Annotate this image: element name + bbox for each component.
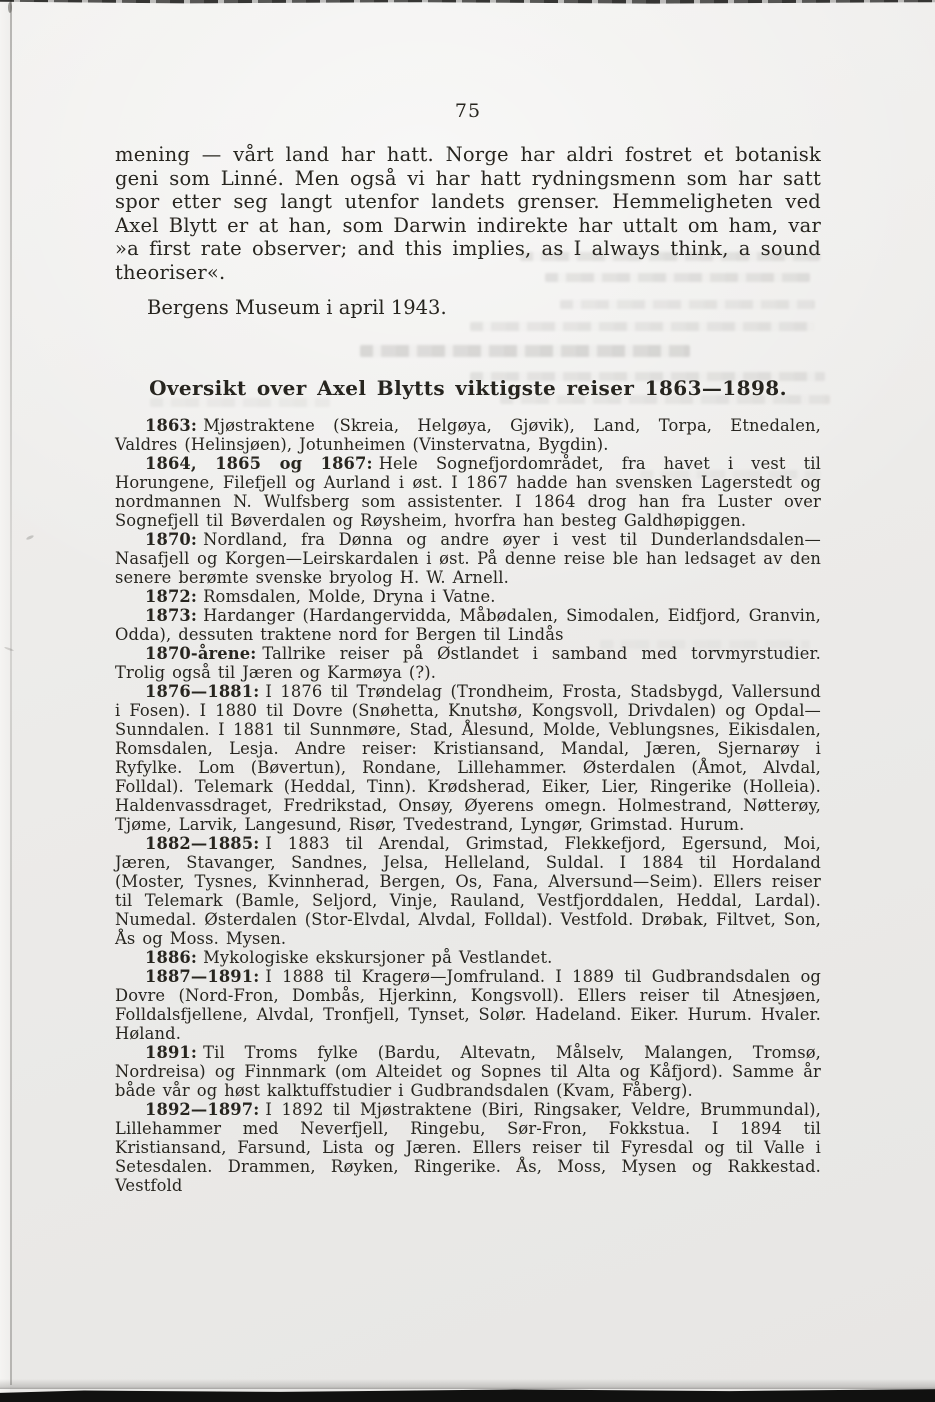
page-number: 75	[454, 100, 482, 122]
entry-years: 1864, 1865 og 1867:	[145, 454, 373, 473]
entry-years: 1873:	[145, 606, 198, 625]
bleedthrough-artifact	[360, 345, 690, 357]
entry-text: Tallrike reiser på Østlandet i samband med torvmyrstudier. Trolig også til Jæren og Karmøya (?).	[115, 644, 821, 682]
entry-text: Til Troms fylke (Bardu, Altevatn, Målselv, Malangen, Tromsø, Nordreisa) og Finnmark (om Alteidet og Sopnes til Alta og Kåfjord). Samme år både vår og høst kalktuffstudier i Gudbrandsdalen (Kvam, Fåberg).	[115, 1043, 821, 1100]
entry-text: Nordland, fra Dønna og andre øyer i vest til Dunderlandsdalen—Nasafjell og Korgen—Leirskardalen i øst. På denne reise ble han ledsaget av den senere berømte svenske bryolog H. W. Arnell.	[115, 530, 821, 587]
entry-years: 1887—1891:	[145, 967, 260, 986]
entry-text: I 1892 til Mjøstraktene (Biri, Ringsaker, Veldre, Brummundal), Lillehammer med Neverfjell, Ringebu, Sør-Fron, Fokkstua. I 1894 til Kristiansand, Farsund, Lista og Jæren. Ellers reiser til Fyresdal og til Valle i Setesdalen. Drammen, Røyken, Ringerike. Ås, Moss, Mysen og Rakkestad. Vestfold	[115, 1100, 821, 1195]
travel-entry-1872	[115, 587, 821, 606]
travel-entry-1876-1881	[115, 682, 821, 834]
entry-years: 1876—1881:	[145, 682, 260, 701]
section-heading: Oversikt over Axel Blytts viktigste reiser 1863—1898.	[149, 376, 787, 400]
travel-entry-1882-1885	[115, 834, 821, 948]
entry-years: 1882—1885:	[145, 834, 260, 853]
travel-entry-1892-1897	[115, 1100, 821, 1195]
paper-left-edge	[0, 0, 10, 1402]
entry-years: 1891:	[145, 1043, 198, 1062]
entry-text: Mykologiske ekskursjoner på Vestlandet.	[203, 948, 553, 967]
paper-edge-mark	[26, 534, 35, 540]
travel-entry-1863	[115, 416, 821, 454]
paper-crease-line	[10, 0, 12, 1385]
intro-paragraph: mening — vårt land har hatt. Norge har aldri fostret et botanisk geni som Linné. Men også vi har hatt rydningsmenn som har satt spor etter seg langt utenfor landets grenser. Hemmeligheten ved Axel Blytt er at han, som Darwin indirekte har uttalt om ham, var »a first rate observer; and this implies, as I always think, a sound theoriser«.	[115, 143, 821, 284]
travel-entry-1870	[115, 530, 821, 587]
entry-years: 1892—1897:	[145, 1100, 260, 1119]
entry-years: 1870-årene:	[145, 644, 257, 663]
entry-text: I 1876 til Trøndelag (Trondheim, Frosta, Stadsbygd, Vallersund i Fosen). I 1880 til Dovre (Snøhetta, Knutshø, Kongsvoll, Drivdalen) og Opdal—Sunndalen. I 1881 til Sunnmøre, Stad, Ålesund, Molde, Veblungsnes, Eikisdalen, Romsdalen, Lesja. Andre reiser: Kristiansand, Mandal, Jæren, Sjernarøy i Ryfylke. Lom (Bøvertun), Rondane, Lillehammer. Østerdalen (Åmot, Alvdal, Folldal). Telemark (Heddal, Tinn). Krødsherad, Eiker, Lier, Ringerike (Holleia). Haldenvassdraget, Fredrikstad, Onsøy, Øyerens omegn. Holmestrand, Nøtterøy, Tjøme, Larvik, Langesund, Risør, Tvedestrand, Lyngør, Grimstad. Hurum.	[115, 682, 821, 834]
bleedthrough-artifact	[470, 322, 815, 331]
entry-text: Romsdalen, Molde, Dryna i Vatne.	[203, 587, 496, 606]
entry-years: 1863:	[145, 416, 198, 435]
entry-years: 1872:	[145, 587, 198, 606]
scanner-top-band	[0, 0, 935, 4]
scanner-bottom-band	[0, 1388, 935, 1402]
travel-entries-list	[115, 416, 821, 1195]
travel-entry-1887-1891	[115, 967, 821, 1043]
entry-years: 1886:	[145, 948, 198, 967]
paper-edge-mark	[8, 2, 12, 13]
entry-text: I 1888 til Kragerø—Jomfruland. I 1889 til Gudbrandsdalen og Dovre (Nord-Fron, Dombås, Hjerkinn, Kongsvoll). Ellers reiser til Atnesjøen, Folldalsfjellene, Alvdal, Tronfjell, Tynset, Solør. Hadeland. Eiker. Hurum. Hvaler. Høland.	[115, 967, 821, 1043]
travel-entry-1864-1867	[115, 454, 821, 530]
entry-text: I 1883 til Arendal, Grimstad, Flekkefjord, Egersund, Moi, Jæren, Stavanger, Sandnes, Jelsa, Helleland, Suldal. I 1884 til Hordaland (Moster, Tysnes, Kvinnherad, Bergen, Os, Fana, Alversund—Seim). Ellers reiser til Telemark (Bamle, Seljord, Vinje, Rauland, Vestfjorddalen, Heddal, Lardal). Numedal. Østerdalen (Stor-Elvdal, Alvdal, Folldal). Vestfold. Drøbak, Filtvet, Son, Ås og Moss. Mysen.	[115, 834, 821, 948]
entry-years: 1870:	[145, 530, 198, 549]
travel-entry-1870s	[115, 644, 821, 682]
travel-entry-1873	[115, 606, 821, 644]
travel-entry-1891	[115, 1043, 821, 1100]
travel-entry-1886	[115, 948, 821, 967]
entry-text: Hele Sognefjordområdet, fra havet i vest til Horungene, Filefjell og Aurland i øst. I 1867 hadde han svensken Lagerstedt og nordmannen N. Wulfsberg som assistenter. I 1864 drog han fra Luster over Sognefjell til Bøverdalen og Røysheim, hvorfra han besteg Galdhøpiggen.	[115, 454, 821, 530]
dateline: Bergens Museum i april 1943.	[147, 296, 447, 319]
entry-text: Mjøstraktene (Skreia, Helgøya, Gjøvik), Land, Torpa, Etnedalen, Valdres (Helinsjøen), Jotunheimen (Vinstervatna, Bygdin).	[115, 416, 821, 454]
page-bottom-shadow	[0, 1379, 935, 1389]
entry-text: Hardanger (Hardangervidda, Måbødalen, Simodalen, Eidfjord, Granvin, Odda), dessuten traktene nord for Bergen til Lindås	[115, 606, 821, 644]
